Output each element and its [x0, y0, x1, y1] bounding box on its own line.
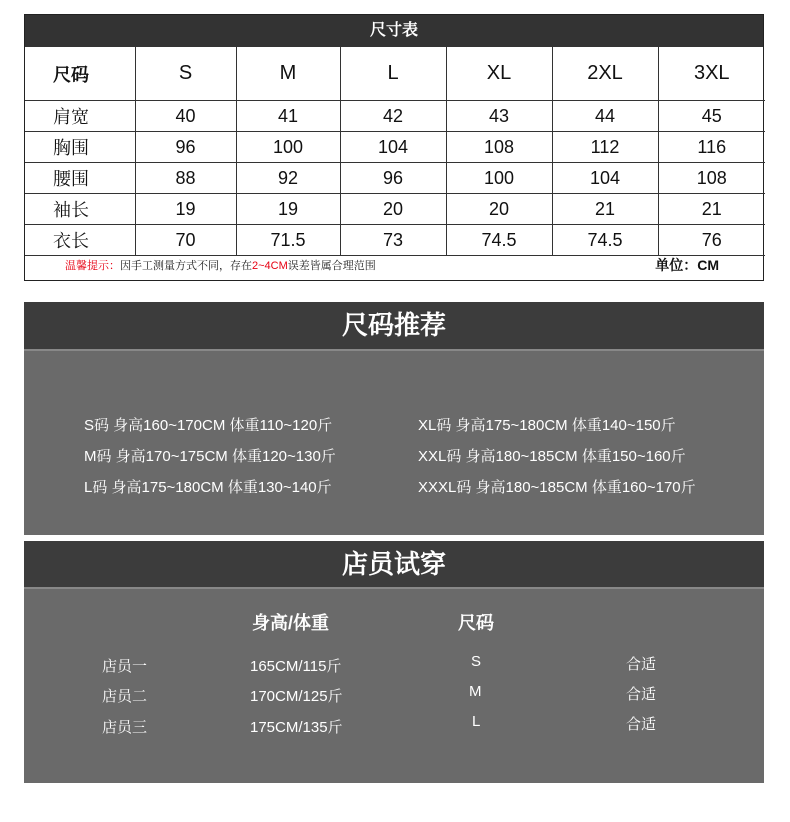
table-cell: 100	[446, 163, 552, 194]
header-cell: S	[135, 47, 236, 101]
table-cell: 70	[135, 225, 236, 256]
table-cell: 76	[658, 225, 765, 256]
note-label: 温馨提示：	[65, 260, 120, 272]
size-chart-title: 尺寸表	[25, 15, 763, 47]
row-label: 肩宽	[25, 101, 135, 132]
staff-height-weight: 165CM/115斤	[250, 658, 342, 675]
header-cell: M	[236, 47, 340, 101]
table-cell: 116	[658, 132, 765, 163]
staff-height-weight: 170CM/125斤	[250, 688, 343, 705]
size-header-row	[25, 47, 765, 101]
recommendation-item: XXXL码 身高180~185CM 体重160~170斤	[418, 479, 696, 496]
header-cell: 2XL	[552, 47, 658, 101]
table-cell: 73	[340, 225, 446, 256]
header-cell: XL	[446, 47, 552, 101]
table-cell: 92	[236, 163, 340, 194]
recommendation-right-list	[418, 410, 696, 503]
unit-label: 单位：CM	[655, 257, 719, 273]
table-cell: 21	[552, 194, 658, 225]
table-row	[25, 163, 765, 194]
size-chart-table	[25, 47, 765, 256]
table-cell: 21	[658, 194, 765, 225]
table-cell: 71.5	[236, 225, 340, 256]
table-cell: 43	[446, 101, 552, 132]
staff-fit: 合适	[626, 656, 657, 673]
recommendation-title: 尺码推荐	[24, 302, 764, 351]
table-row	[25, 132, 765, 163]
table-cell: 104	[340, 132, 446, 163]
table-cell: 41	[236, 101, 340, 132]
staff-fit: 合适	[626, 716, 657, 733]
size-chart-panel	[24, 14, 764, 281]
staff-name: 店员一	[102, 658, 148, 675]
table-cell: 42	[340, 101, 446, 132]
table-cell: 104	[552, 163, 658, 194]
header-cell: L	[340, 47, 446, 101]
table-cell: 19	[135, 194, 236, 225]
table-cell: 44	[552, 101, 658, 132]
table-cell: 74.5	[446, 225, 552, 256]
table-cell: 74.5	[552, 225, 658, 256]
column-header-height-weight: 身高/体重	[252, 613, 330, 633]
staff-height-weight: 175CM/135斤	[250, 719, 343, 736]
table-cell: 19	[236, 194, 340, 225]
recommendation-item: XXL码 身高180~185CM 体重150~160斤	[418, 448, 686, 465]
table-cell: 20	[340, 194, 446, 225]
table-cell: 96	[135, 132, 236, 163]
table-row	[25, 101, 765, 132]
staff-size: M	[469, 683, 482, 700]
row-label: 衣长	[25, 225, 135, 256]
staff-fit: 合适	[626, 686, 657, 703]
column-header-size: 尺码	[458, 613, 494, 633]
recommendation-left-list	[84, 410, 336, 503]
try-on-title: 店员试穿	[24, 541, 764, 589]
row-label: 袖长	[25, 194, 135, 225]
header-cell: 尺码	[25, 47, 135, 101]
table-cell: 100	[236, 132, 340, 163]
staff-try-on-panel	[24, 541, 764, 783]
table-cell: 20	[446, 194, 552, 225]
table-cell: 88	[135, 163, 236, 194]
note-text-a: 因手工测量方式不同，存在	[120, 260, 252, 272]
size-note-row	[25, 250, 763, 280]
staff-size: L	[472, 713, 481, 730]
recommendation-item: S码 身高160~170CM 体重110~120斤	[84, 417, 333, 434]
header-cell: 3XL	[658, 47, 765, 101]
table-cell: 112	[552, 132, 658, 163]
table-cell: 40	[135, 101, 236, 132]
staff-name: 店员二	[102, 688, 148, 705]
table-cell: 108	[446, 132, 552, 163]
table-cell: 96	[340, 163, 446, 194]
staff-size: S	[471, 653, 482, 670]
recommendation-item: L码 身高175~180CM 体重130~140斤	[84, 479, 332, 496]
table-row	[25, 194, 765, 225]
size-recommendation-panel	[24, 302, 764, 535]
table-cell: 45	[658, 101, 765, 132]
note-text-b: 误差皆属合理范围	[287, 260, 376, 272]
table-cell: 108	[658, 163, 765, 194]
recommendation-item: XL码 身高175~180CM 体重140~150斤	[418, 417, 676, 434]
measurement-note	[65, 257, 376, 273]
row-label: 腰围	[25, 163, 135, 194]
row-label: 胸围	[25, 132, 135, 163]
staff-name: 店员三	[102, 719, 148, 736]
note-range: 2~4CM	[252, 260, 288, 272]
recommendation-item: M码 身高170~175CM 体重120~130斤	[84, 448, 336, 465]
